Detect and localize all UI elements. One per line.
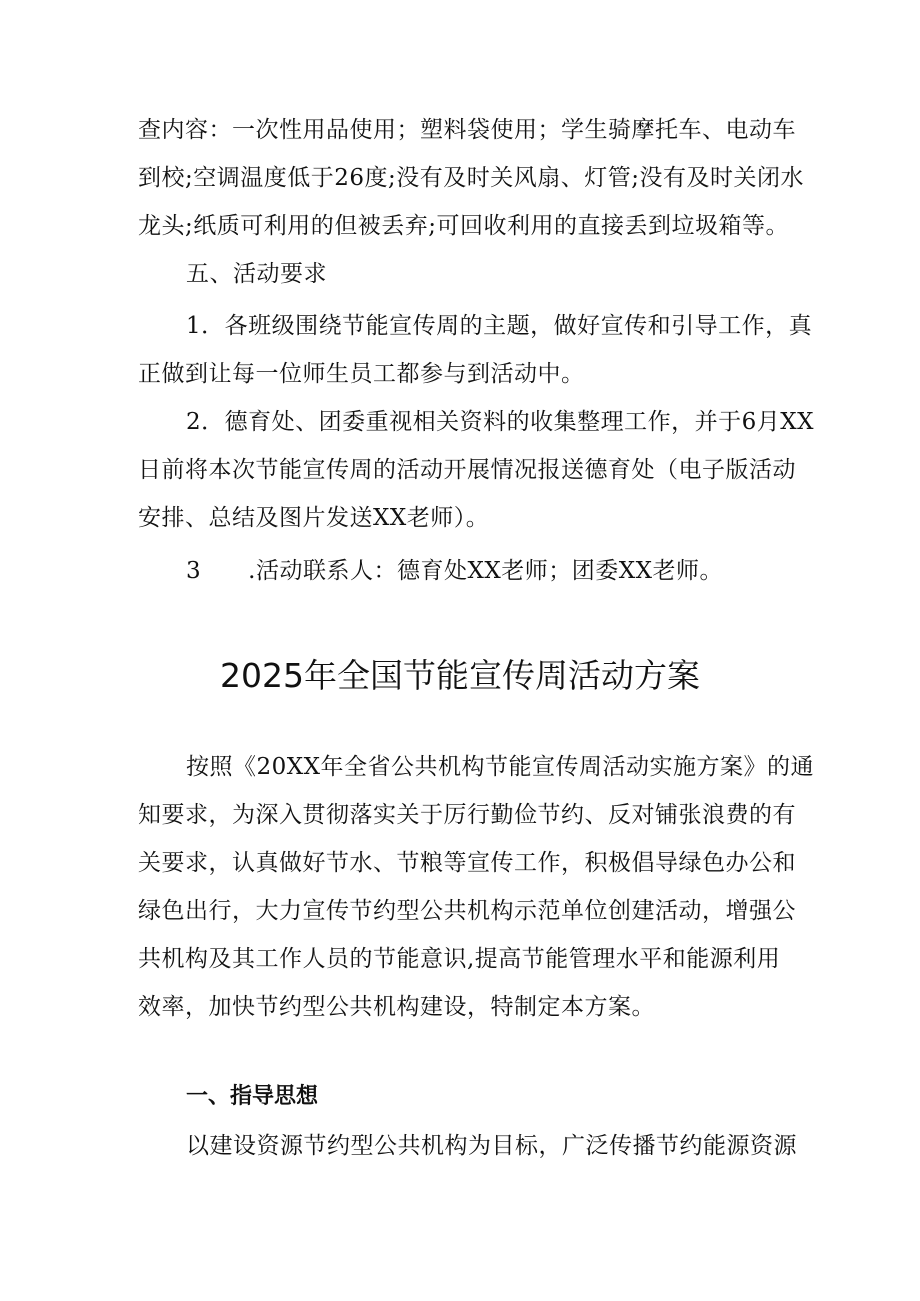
- body-text-line: 龙头;纸质可利用的但被丢弃;可回收利用的直接丢到垃圾箱等。: [138, 213, 789, 239]
- intro-paragraph-line: 关要求，认真做好节水、节粮等宣传工作，积极倡导绿色办公和: [138, 850, 796, 876]
- section-one-heading: 一、指导思想: [186, 1084, 319, 1109]
- body-text-line: 查内容：一次性用品使用；塑料袋使用；学生骑摩托车、电动车: [138, 117, 796, 143]
- requirement-item-1-cont: 正做到让每一位师生员工都参与到活动中。: [138, 361, 585, 387]
- intro-paragraph-line: 绿色出行，大力宣传节约型公共机构示范单位创建活动，增强公: [138, 898, 796, 924]
- requirement-item-3: 3 .活动联系人：德育处XX老师；团委XX老师。: [186, 558, 723, 584]
- requirement-item-1: 1．各班级围绕节能宣传周的主题，做好宣传和引导工作，真: [186, 313, 813, 339]
- section-one-text-line: 以建设资源节约型公共机构为目标，广泛传播节约能源资源: [186, 1133, 797, 1159]
- section-five-title: 五、活动要求: [186, 261, 327, 287]
- intro-paragraph-line: 知要求，为深入贯彻落实关于厉行勤俭节约、反对铺张浪费的有: [138, 802, 796, 828]
- document-title: 2025年全国节能宣传周活动方案: [220, 656, 700, 695]
- intro-paragraph-line: 按照《20XX年全省公共机构节能宣传周活动实施方案》的通: [186, 754, 815, 780]
- requirement-item-2: 2．德育处、团委重视相关资料的收集整理工作，并于6月XX: [186, 409, 815, 435]
- body-text-line: 到校;空调温度低于26度;没有及时关风扇、灯管;没有及时关闭水: [138, 165, 805, 191]
- intro-paragraph-line: 效率，加快节约型公共机构建设，特制定本方案。: [138, 994, 655, 1020]
- intro-paragraph-line: 共机构及其工作人员的节能意识,提高节能管理水平和能源利用: [138, 946, 781, 972]
- requirement-item-2-cont: 日前将本次节能宣传周的活动开展情况报送德育处（电子版活动: [138, 457, 796, 483]
- requirement-item-2-cont: 安排、总结及图片发送XX老师）。: [138, 505, 490, 531]
